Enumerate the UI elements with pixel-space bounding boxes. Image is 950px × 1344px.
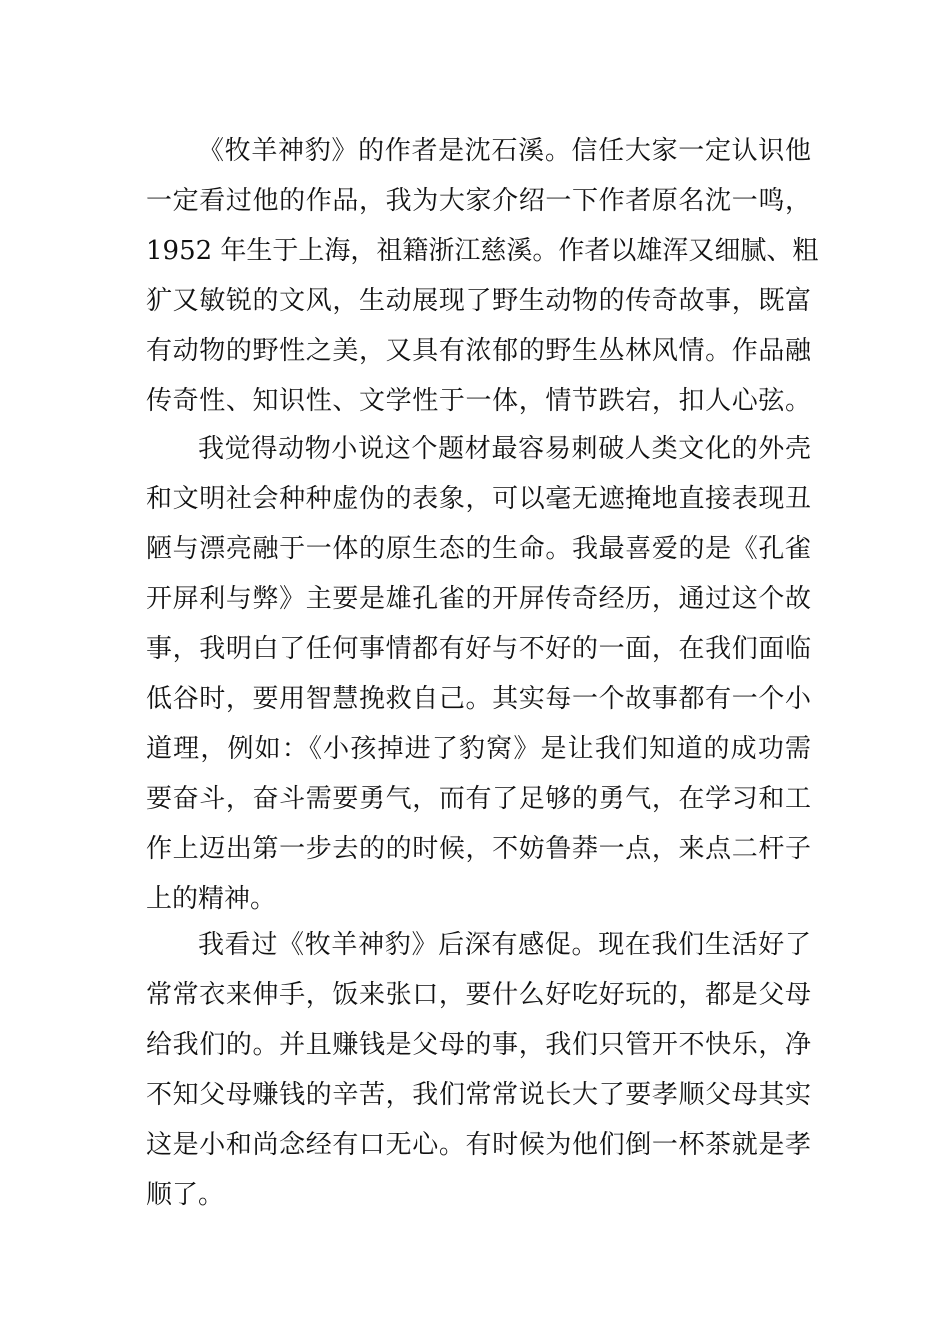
paragraph-line: 我看过《牧羊神豹》后深有感促。现在我们生活好了 [198, 930, 811, 960]
paragraph-author-intro [146, 126, 819, 426]
paragraph-line: 常常衣来伸手，饭来张口，要什么好吃好玩的，都是父母 [146, 980, 811, 1010]
paragraph-line: 一定看过他的作品，我为大家介绍一下作者原名沈一鸣， [146, 186, 811, 216]
paragraph-line: 开屏利与弊》主要是雄孔雀的开屏传奇经历，通过这个故 [146, 584, 811, 614]
paragraph-line: 不知父母赚钱的辛苦，我们常常说长大了要孝顺父母其实 [146, 1080, 811, 1110]
paragraph-line: 低谷时，要用智慧挽救自己。其实每一个故事都有一个小 [146, 684, 811, 714]
paragraph-line: 犷又敏锐的文风，生动展现了野生动物的传奇故事，既富 [146, 286, 811, 316]
paragraph-line: 要奋斗，奋斗需要勇气，而有了足够的勇气，在学习和工 [146, 784, 811, 814]
paragraph-line: 传奇性、知识性、文学性于一体，情节跌宕，扣人心弦。 [146, 386, 811, 416]
paragraph-line: 这是小和尚念经有口无心。有时候为他们倒一杯茶就是孝 [146, 1130, 811, 1160]
paragraph-line: 我觉得动物小说这个题材最容易刺破人类文化的外壳 [198, 434, 811, 464]
paragraph-line: 和文明社会种种虚伪的表象，可以毫无遮掩地直接表现丑 [146, 484, 811, 514]
paragraph-line: 顺了。 [146, 1180, 225, 1210]
paragraph-line: 给我们的。并且赚钱是父母的事，我们只管开不快乐，净 [146, 1030, 811, 1060]
paragraph-line: 有动物的野性之美，又具有浓郁的野生丛林风情。作品融 [146, 336, 811, 366]
paragraph-line: 道理，例如：《小孩掉进了豹窝》是让我们知道的成功需 [146, 734, 811, 764]
paragraph-line: 《牧羊神豹》的作者是沈石溪。信任大家一定认识他 [198, 136, 811, 166]
paragraph-line: 1952 年生于上海，祖籍浙江慈溪。作者以雄浑又细腻、粗 [146, 236, 819, 266]
paragraph-line: 上的精神。 [146, 884, 277, 914]
paragraph-animal-novel [146, 424, 811, 924]
paragraph-line: 事，我明白了任何事情都有好与不好的一面，在我们面临 [146, 634, 811, 664]
paragraph-line: 作上迈出第一步去的的时候，不妨鲁莽一点，来点二杆子 [146, 834, 811, 864]
paragraph-line: 陋与漂亮融于一体的原生态的生命。我最喜爱的是《孔雀 [146, 534, 811, 564]
paragraph-reflection [146, 920, 811, 1220]
